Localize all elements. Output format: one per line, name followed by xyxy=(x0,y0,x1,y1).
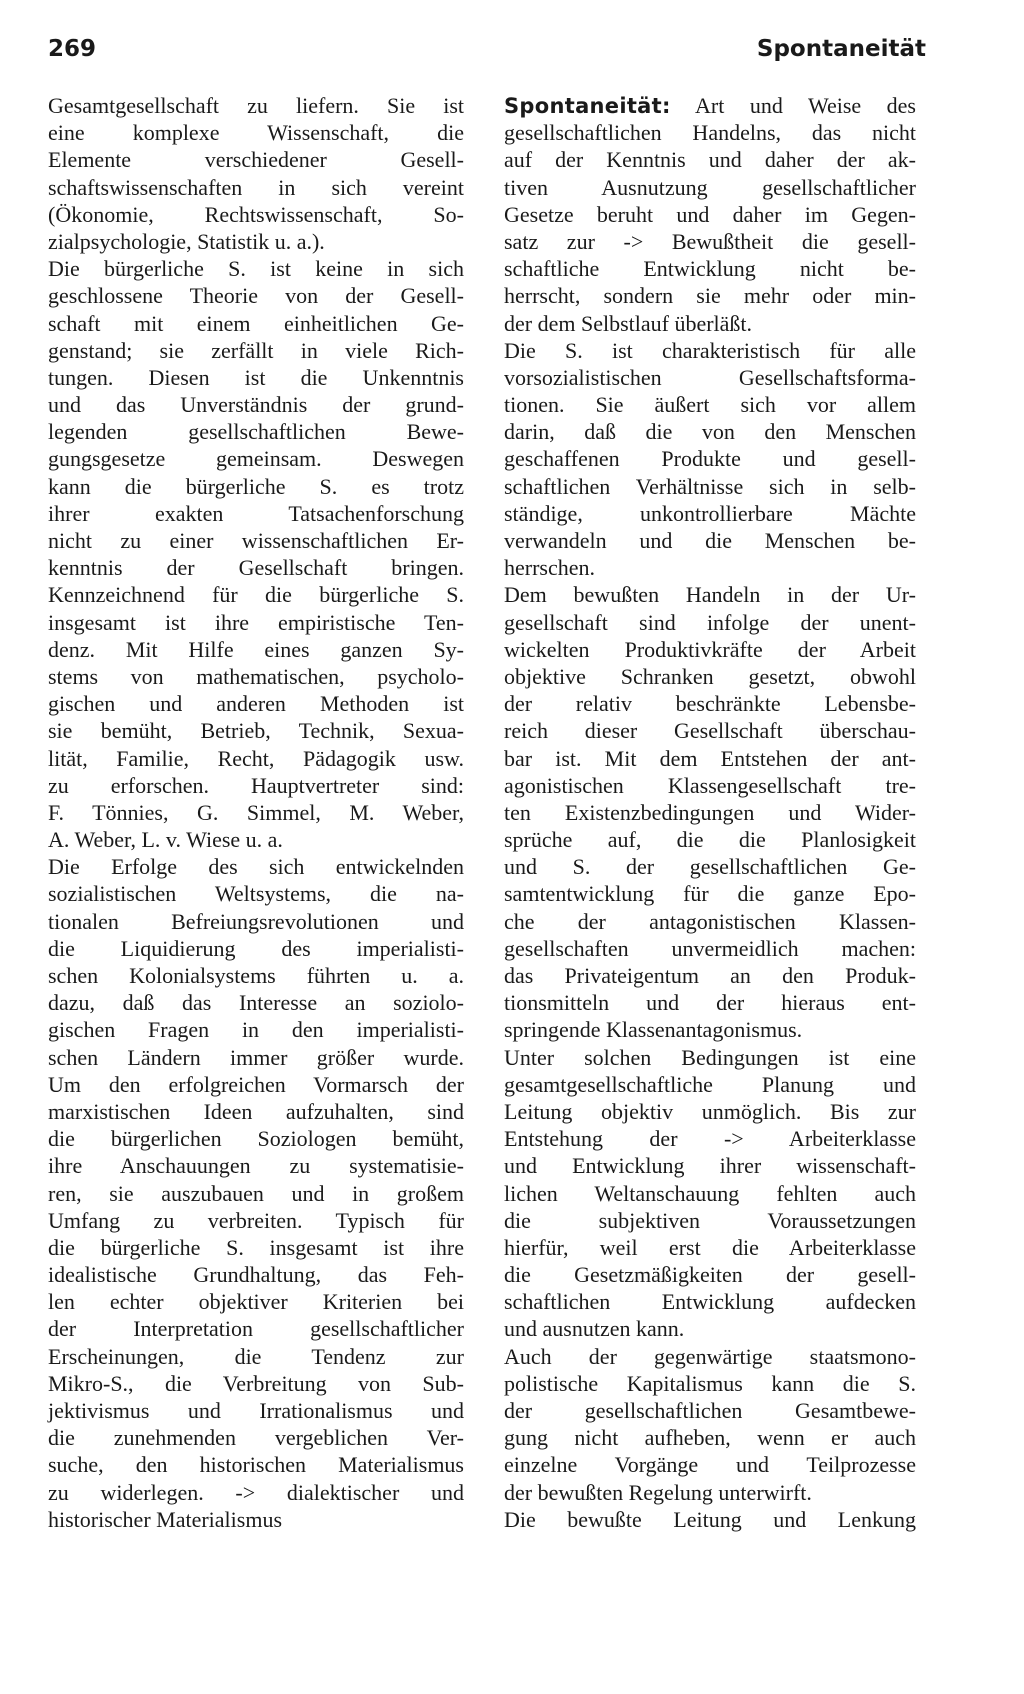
text-line: Umfang zu verbreiten. Typisch für xyxy=(48,1207,464,1233)
text-line: geschaffenen Produkte und gesell- xyxy=(504,446,916,472)
text-line: gischen Fragen in den imperialisti- xyxy=(48,1017,464,1043)
text-line: tungen. Diesen ist die Unkenntnis xyxy=(48,364,464,390)
text-line: der relativ beschränkte Lebensbe- xyxy=(504,691,916,717)
text-line: samtentwicklung für die ganze Epo- xyxy=(504,881,916,907)
text-line: und das Unverständnis der grund- xyxy=(48,392,464,418)
text-line: jektivismus und Irrationalismus und xyxy=(48,1398,464,1423)
text-line: geschlossene Theorie von der Gesell- xyxy=(48,283,464,309)
text-line: gung nicht aufheben, wenn er auch xyxy=(504,1425,916,1451)
text-line: ren, sie auszubauen und in großem xyxy=(48,1180,464,1206)
text-line: kenntnis der Gesellschaft bringen. xyxy=(48,555,464,581)
text-line: che der antagonistischen Klassen- xyxy=(504,908,916,934)
text-line: gesamtgesellschaftliche Planung und xyxy=(504,1071,916,1097)
text-line: len echter objektiver Kriterien bei xyxy=(48,1289,464,1315)
text-line: agonistischen Klassengesellschaft tre- xyxy=(504,772,916,798)
text-line: und S. der gesellschaftlichen Ge- xyxy=(504,854,916,880)
text-line: tionsmitteln und der hieraus ent- xyxy=(504,990,916,1016)
text-line: idealistische Grundhaltung, das Feh- xyxy=(48,1262,464,1288)
text-line: Gesetze beruht und daher im Gegen- xyxy=(504,201,916,227)
text-line: herrschen. xyxy=(504,555,596,581)
text-line: gesellschaften unvermeidlich machen: xyxy=(504,935,916,961)
text-line: Leitung objektiv unmöglich. Bis zur xyxy=(504,1098,916,1124)
page-number: 269 xyxy=(48,36,97,62)
text-line: und Entwicklung ihrer wissenschaft- xyxy=(504,1153,916,1179)
text-line: gesellschaft sind infolge der unent- xyxy=(504,609,916,635)
text-line: zialpsychologie, Statistik u. a.). xyxy=(48,228,325,254)
text-line: die Gesetzmäßigkeiten der gesell- xyxy=(504,1262,916,1288)
text-line: lität, Familie, Recht, Pädagogik usw. xyxy=(48,745,464,771)
text-line: legenden gesellschaftlichen Bewe- xyxy=(48,419,464,445)
text-line: stems von mathematischen, psycholo- xyxy=(48,663,464,689)
text-line: schen Kolonialsystems führten u. a. xyxy=(48,963,464,988)
text-line: die subjektiven Voraussetzungen xyxy=(504,1207,916,1233)
text-line: nicht zu einer wissenschaftlichen Er- xyxy=(48,528,464,553)
text-line: satz zur -> Bewußtheit die gesell- xyxy=(504,228,916,254)
running-head: Spontaneität xyxy=(756,36,926,62)
text-line: tionen. Sie äußert sich vor allem xyxy=(504,392,916,418)
text-line: (Ökonomie, Rechtswissenschaft, So- xyxy=(48,201,464,227)
text-line: Auch der gegenwärtige staatsmono- xyxy=(504,1343,916,1369)
text-line: kann die bürgerliche S. es trotz xyxy=(48,473,464,499)
text-line: historischer Materialismus xyxy=(48,1506,283,1532)
text-line: Kennzeichnend für die bürgerliche S. xyxy=(48,582,464,608)
text-line: suche, den historischen Materialismus xyxy=(48,1452,464,1478)
text-line: vorsozialistischen Gesellschaftsforma- xyxy=(504,364,916,390)
text-line: die Liquidierung des imperialisti- xyxy=(48,935,464,961)
text-line: hierfür, weil erst die Arbeiterklasse xyxy=(504,1234,916,1260)
text-line: polistische Kapitalismus kann die S. xyxy=(504,1370,916,1396)
text-line: lichen Weltanschauung fehlten auch xyxy=(504,1180,916,1206)
text-line: und ausnutzen kann. xyxy=(504,1316,685,1342)
text-line: sprüche auf, die die Planlosigkeit xyxy=(504,827,916,853)
text-line: insgesamt ist ihre empiristische Ten- xyxy=(48,609,464,635)
text-line: sie bemüht, Betrieb, Technik, Sexua- xyxy=(48,718,464,744)
text-line: der dem Selbstlauf überläßt. xyxy=(504,310,753,336)
text-line: Erscheinungen, die Tendenz zur xyxy=(48,1343,464,1369)
text-line: Elemente verschiedener Gesell- xyxy=(48,147,464,173)
text-line: Dem bewußten Handeln in der Ur- xyxy=(504,582,916,608)
text-line: schaftlichen Entwicklung aufdecken xyxy=(504,1289,916,1315)
text-line: gungsgesetze gemeinsam. Deswegen xyxy=(48,446,464,472)
text-line: herrscht, sondern sie mehr oder min- xyxy=(504,283,916,309)
text-line: sozialistischen Weltsystems, die na- xyxy=(48,881,464,907)
text-line: Die bewußte Leitung und Lenkung xyxy=(504,1506,916,1532)
text-line: die zunehmenden vergeblichen Ver- xyxy=(48,1425,464,1451)
text-line: schaft mit einem einheitlichen Ge- xyxy=(48,310,464,336)
text-line: gesellschaftlichen Handelns, das nicht xyxy=(504,120,916,146)
text-line: Gesamtgesellschaft zu liefern. Sie ist xyxy=(48,93,464,118)
text-line: verwandeln und die Menschen be- xyxy=(504,528,916,553)
page-header xyxy=(0,36,1024,76)
text-line: darin, daß die von den Menschen xyxy=(504,419,916,445)
text-line: genstand; sie zerfällt in viele Rich- xyxy=(48,337,464,363)
text-line: ständige, unkontrollierbare Mächte xyxy=(504,500,916,526)
entry-first-line-text: Art und Weise des xyxy=(695,93,916,118)
text-line: Die S. ist charakteristisch für alle xyxy=(504,337,916,363)
text-line: schaftliche Entwicklung nicht be- xyxy=(504,256,916,282)
text-line: zu widerlegen. -> dialektischer und xyxy=(48,1479,464,1505)
text-line: ten Existenzbedingungen und Wider- xyxy=(504,799,916,825)
text-line: der gesellschaftlichen Gesamtbewe- xyxy=(504,1398,916,1423)
text-line: der Interpretation gesellschaftlicher xyxy=(48,1316,464,1342)
text-line: einzelne Vorgänge und Teilprozesse xyxy=(504,1452,916,1478)
text-line: Um den erfolgreichen Vormarsch der xyxy=(48,1071,464,1097)
text-line: wickelten Produktivkräfte der Arbeit xyxy=(504,636,916,662)
text-line: das Privateigentum an den Produk- xyxy=(504,963,916,988)
text-line: schaftlichen Verhältnisse sich in selb- xyxy=(504,473,916,499)
text-line: marxistischen Ideen aufzuhalten, sind xyxy=(48,1098,464,1124)
text-line: eine komplexe Wissenschaft, die xyxy=(48,120,464,146)
text-line: denz. Mit Hilfe eines ganzen Sy- xyxy=(48,636,464,662)
text-line: der bewußten Regelung unterwirft. xyxy=(504,1479,812,1505)
text-line: objektive Schranken gesetzt, obwohl xyxy=(504,663,916,689)
text-line: die bürgerlichen Soziologen bemüht, xyxy=(48,1126,464,1152)
text-line: F. Tönnies, G. Simmel, M. Weber, xyxy=(48,799,464,825)
text-line: Die Erfolge des sich entwickelnden xyxy=(48,854,464,880)
text-line: dazu, daß das Interesse an soziolo- xyxy=(48,990,464,1016)
text-line: bar ist. Mit dem Entstehen der ant- xyxy=(504,745,916,771)
text-line: tiven Ausnutzung gesellschaftlicher xyxy=(504,174,916,200)
text-line: schaftswissenschaften in sich vereint xyxy=(48,174,464,200)
entry-headword: Spontaneität: xyxy=(504,94,671,118)
entry-first-line xyxy=(504,92,916,119)
text-line: Unter solchen Bedingungen ist eine xyxy=(504,1044,916,1070)
text-line: gischen und anderen Methoden ist xyxy=(48,691,464,717)
text-line: reich dieser Gesellschaft überschau- xyxy=(504,718,916,744)
text-line: Die bürgerliche S. ist keine in sich xyxy=(48,256,464,282)
text-line: Mikro-S., die Verbreitung von Sub- xyxy=(48,1370,464,1396)
text-line: ihre Anschauungen zu systematisie- xyxy=(48,1153,464,1179)
left-column xyxy=(48,92,464,1533)
text-line: A. Weber, L. v. Wiese u. a. xyxy=(48,827,283,853)
text-line: die bürgerliche S. insgesamt ist ihre xyxy=(48,1234,464,1260)
text-line: springende Klassenantagonismus. xyxy=(504,1017,803,1043)
text-line: Entstehung der -> Arbeiterklasse xyxy=(504,1126,916,1152)
text-line: zu erforschen. Hauptvertreter sind: xyxy=(48,772,464,798)
text-line: ihrer exakten Tatsachenforschung xyxy=(48,500,464,526)
text-line: auf der Kenntnis und daher der ak- xyxy=(504,147,916,173)
text-line: tionalen Befreiungsrevolutionen und xyxy=(48,908,464,934)
text-line: schen Ländern immer größer wurde. xyxy=(48,1044,464,1070)
right-column xyxy=(504,92,916,1533)
